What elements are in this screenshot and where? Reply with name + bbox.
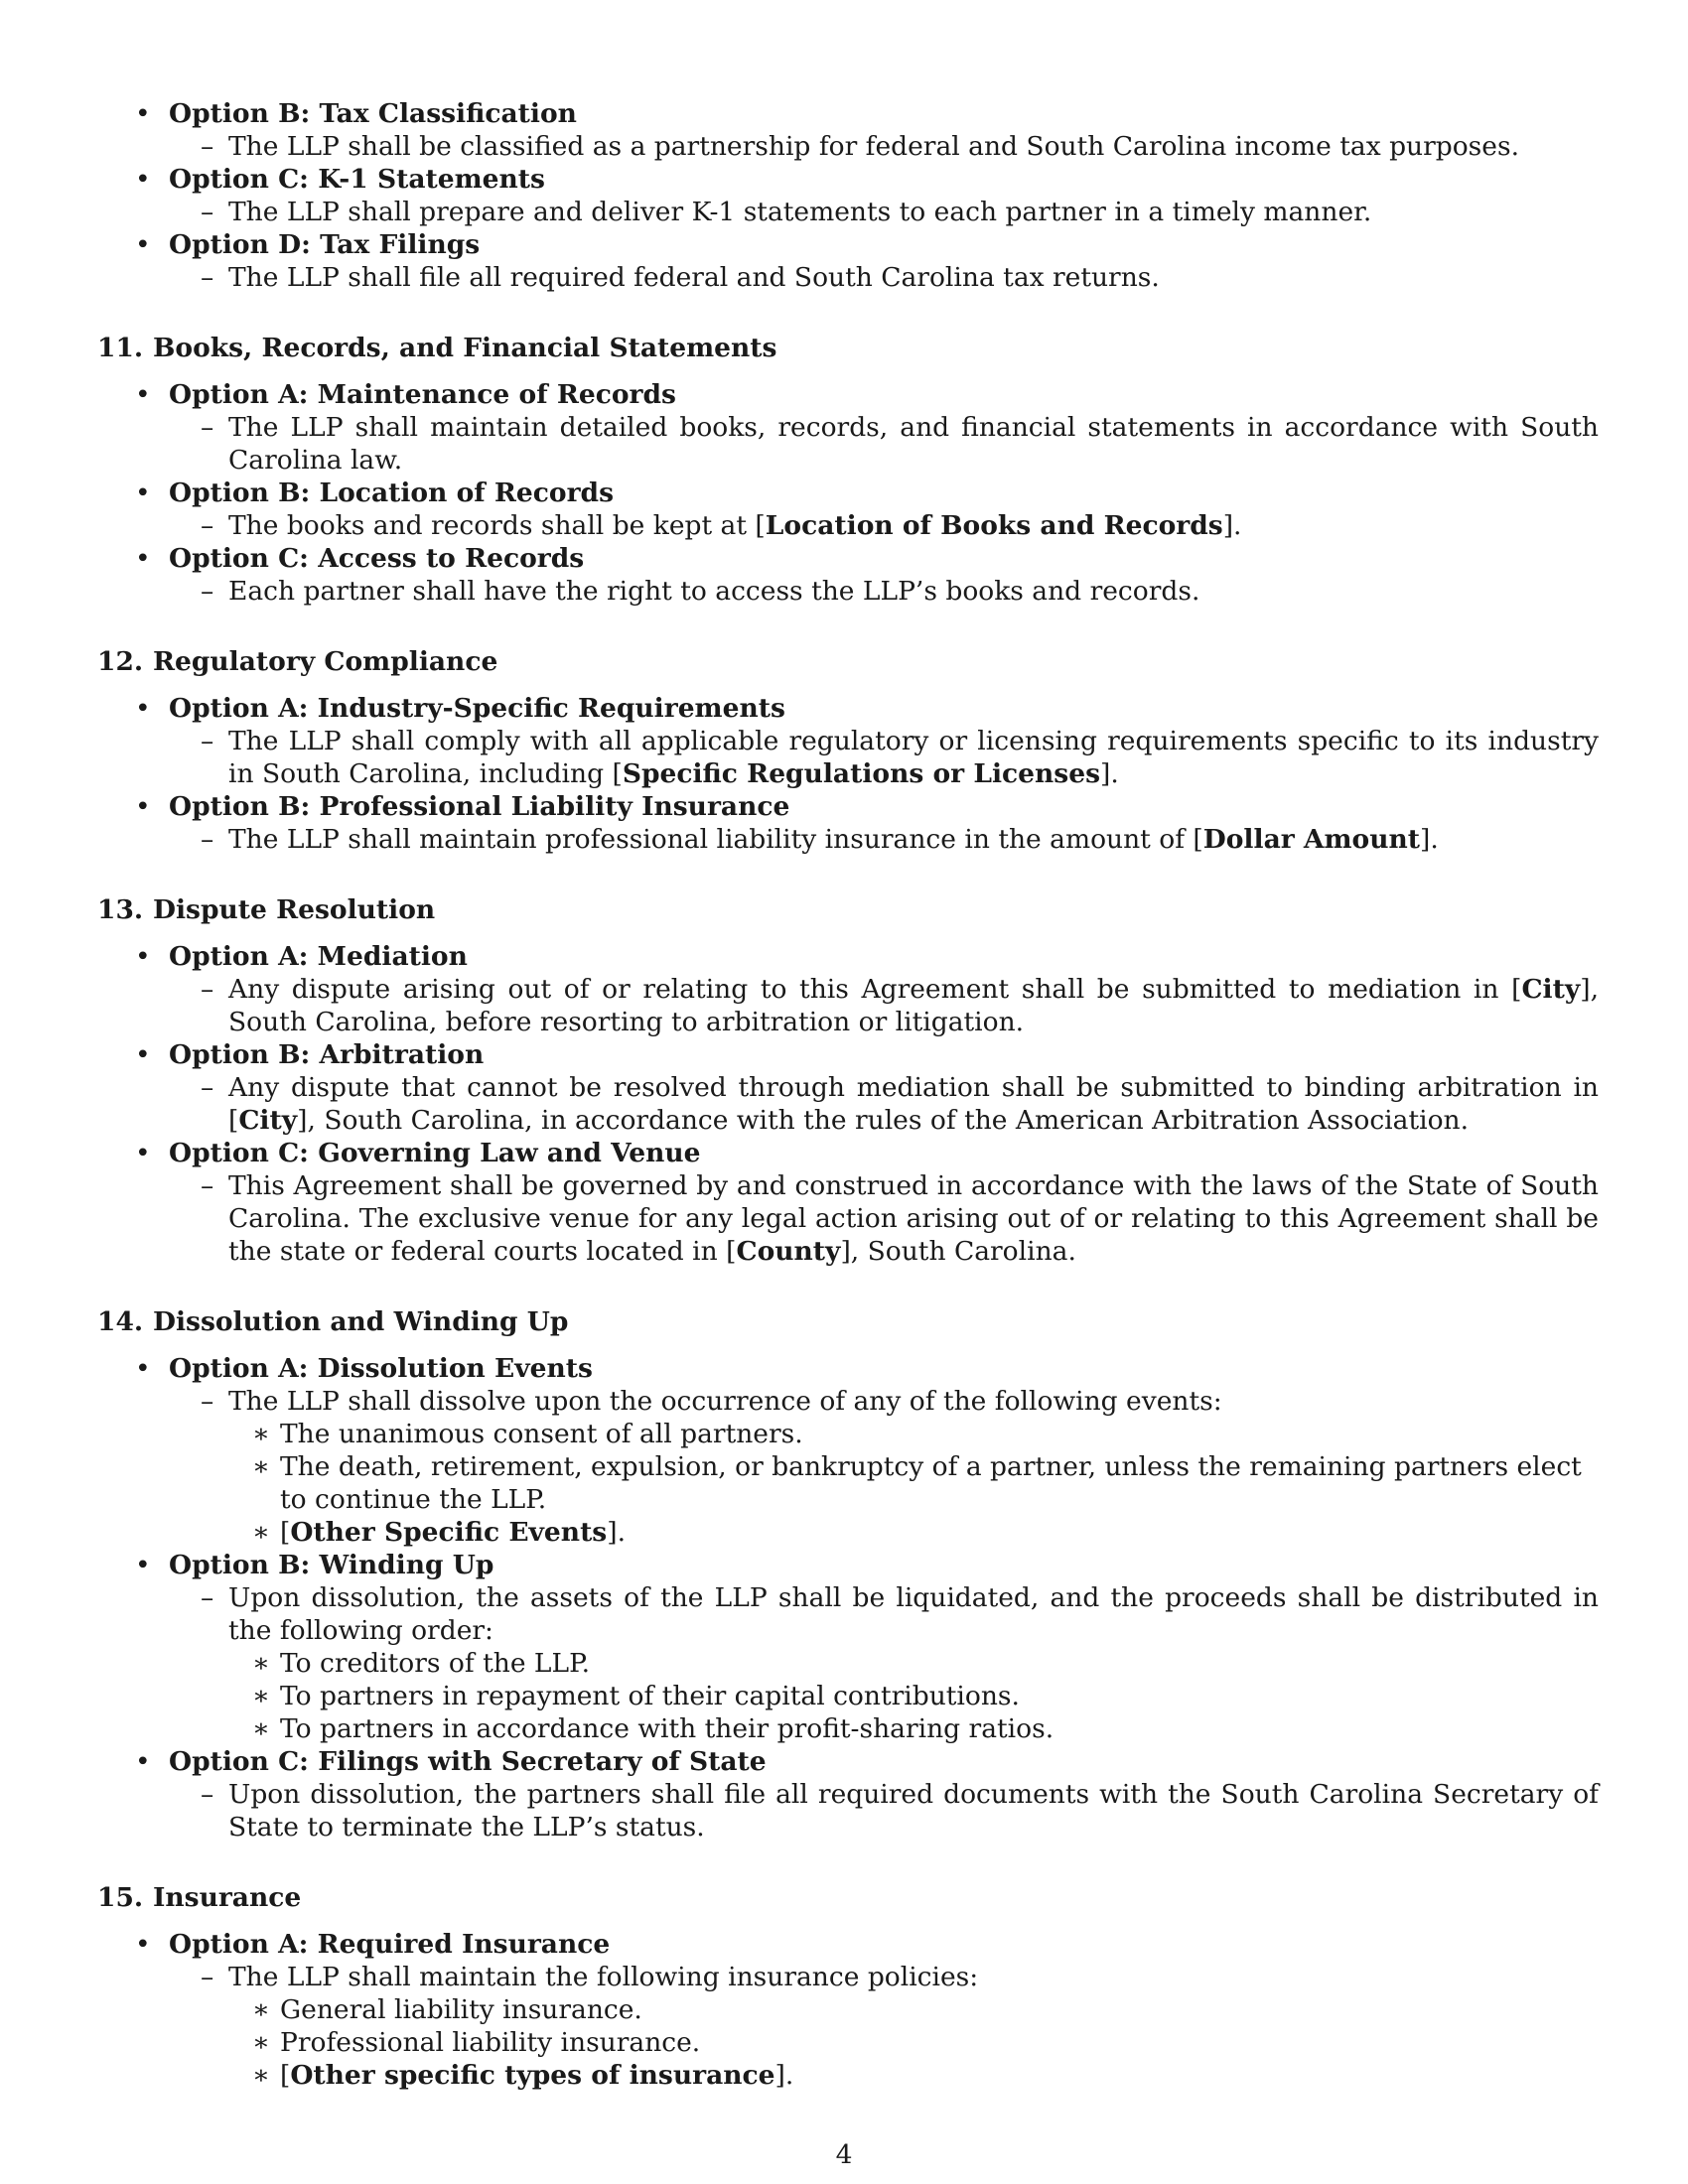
tax-options-continued bbox=[97, 97, 1599, 294]
section-heading bbox=[97, 1305, 1599, 1338]
section bbox=[97, 645, 1599, 856]
option-heading: • Option B: Tax Classification bbox=[97, 97, 1599, 130]
section-title: Insurance bbox=[153, 1882, 302, 1913]
option-heading: • Option A: Dissolution Events bbox=[97, 1352, 1599, 1385]
section-title: Regulatory Compliance bbox=[153, 646, 498, 677]
option-heading: • Option C: Filings with Secretary of State bbox=[97, 1745, 1599, 1778]
section-title: Books, Records, and Financial Statements bbox=[153, 333, 777, 363]
option-text: – The LLP shall file all required federal and South Carolina tax returns. bbox=[97, 261, 1599, 294]
section bbox=[97, 893, 1599, 1268]
option-text: – The LLP shall maintain detailed books, records, and financial statements in accordance with South Carolina law. bbox=[97, 411, 1599, 477]
section-number: 15. bbox=[97, 1882, 144, 1913]
option-heading: • Option A: Mediation bbox=[97, 940, 1599, 973]
placeholder-field: City bbox=[238, 1105, 298, 1136]
section-heading bbox=[97, 893, 1599, 926]
section-heading bbox=[97, 332, 1599, 364]
option-text: – Any dispute arising out of or relating to this Agreement shall be submitted to mediation in [City], South Carolina, before resorting to arbitration or litigation. bbox=[97, 973, 1599, 1038]
sub-list-item: ∗ [Other specific types of insurance]. bbox=[97, 2059, 1599, 2092]
option-text: – Upon dissolution, the assets of the LLP shall be liquidated, and the proceeds shall be distributed in the following order: bbox=[97, 1581, 1599, 1647]
section-number: 14. bbox=[97, 1306, 144, 1337]
option-heading: • Option A: Maintenance of Records bbox=[97, 378, 1599, 411]
option-text: – The books and records shall be kept at [Location of Books and Records]. bbox=[97, 509, 1599, 542]
option-heading: • Option C: Access to Records bbox=[97, 542, 1599, 575]
document-body bbox=[97, 97, 1599, 2092]
section bbox=[97, 332, 1599, 608]
section-number: 13. bbox=[97, 894, 144, 925]
section-title: Dispute Resolution bbox=[153, 894, 436, 925]
sub-list-item: ∗ The unanimous consent of all partners. bbox=[97, 1418, 1599, 1450]
option-text: – Upon dissolution, the partners shall file all required documents with the South Carolina Secretary of State to terminate the LLP’s status. bbox=[97, 1778, 1599, 1843]
placeholder-field: Location of Books and Records bbox=[765, 510, 1223, 541]
option-heading: • Option B: Arbitration bbox=[97, 1038, 1599, 1071]
option-text: – Any dispute that cannot be resolved through mediation shall be submitted to binding arbitration in [City], South Carolina, in accordance with the rules of the American Arbitration Association. bbox=[97, 1071, 1599, 1137]
placeholder-field: Other specific types of insurance bbox=[290, 2060, 775, 2091]
option-text: – The LLP shall prepare and deliver K-1 statements to each partner in a timely manner. bbox=[97, 196, 1599, 228]
section-heading bbox=[97, 645, 1599, 678]
section-title: Dissolution and Winding Up bbox=[153, 1306, 569, 1337]
section-number: 12. bbox=[97, 646, 144, 677]
option-heading: • Option C: K-1 Statements bbox=[97, 163, 1599, 196]
sub-list-item: ∗ General liability insurance. bbox=[97, 1993, 1599, 2026]
placeholder-field: City bbox=[1521, 974, 1581, 1005]
option-text: – The LLP shall comply with all applicable regulatory or licensing requirements specific to its industry in South Carolina, including [Specific Regulations or Licenses]. bbox=[97, 725, 1599, 790]
option-heading: • Option C: Governing Law and Venue bbox=[97, 1137, 1599, 1169]
section bbox=[97, 1305, 1599, 1843]
section-heading bbox=[97, 1881, 1599, 1914]
sub-list-item: ∗ To creditors of the LLP. bbox=[97, 1647, 1599, 1680]
sections-container bbox=[97, 332, 1599, 2092]
option-text: – The LLP shall dissolve upon the occurrence of any of the following events: bbox=[97, 1385, 1599, 1418]
option-text: – Each partner shall have the right to access the LLP’s books and records. bbox=[97, 575, 1599, 608]
placeholder-field: Specific Regulations or Licenses bbox=[622, 758, 1101, 789]
option-text: – This Agreement shall be governed by and construed in accordance with the laws of the State of South Carolina. The exclusive venue for any legal action arising out of or relating to this Agreement shall be the state or federal courts located in [County], South Carolina. bbox=[97, 1169, 1599, 1268]
option-heading: • Option B: Location of Records bbox=[97, 477, 1599, 509]
option-text: – The LLP shall maintain professional liability insurance in the amount of [Dollar Amount]. bbox=[97, 823, 1599, 856]
section bbox=[97, 1881, 1599, 2092]
option-heading: • Option B: Winding Up bbox=[97, 1549, 1599, 1581]
option-text: – The LLP shall be classified as a partnership for federal and South Carolina income tax purposes. bbox=[97, 130, 1599, 163]
placeholder-field: County bbox=[736, 1236, 841, 1267]
sub-list-item: ∗ Professional liability insurance. bbox=[97, 2026, 1599, 2059]
placeholder-field: Other Specific Events bbox=[290, 1517, 608, 1548]
option-text: – The LLP shall maintain the following insurance policies: bbox=[97, 1961, 1599, 1993]
sub-list-item: ∗ To partners in accordance with their profit-sharing ratios. bbox=[97, 1712, 1599, 1745]
sub-list-item: ∗ To partners in repayment of their capital contributions. bbox=[97, 1680, 1599, 1712]
section-number: 11. bbox=[97, 333, 144, 363]
placeholder-field: Dollar Amount bbox=[1202, 824, 1420, 855]
sub-list-item: ∗ [Other Specific Events]. bbox=[97, 1516, 1599, 1549]
option-heading: • Option B: Professional Liability Insurance bbox=[97, 790, 1599, 823]
option-heading: • Option D: Tax Filings bbox=[97, 228, 1599, 261]
sub-list-item: ∗ The death, retirement, expulsion, or bankruptcy of a partner, unless the remaining partners elect to continue the LLP. bbox=[97, 1450, 1599, 1516]
page-number: 4 bbox=[835, 2139, 853, 2170]
option-heading: • Option A: Industry-Specific Requirements bbox=[97, 692, 1599, 725]
option-heading: • Option A: Required Insurance bbox=[97, 1928, 1599, 1961]
